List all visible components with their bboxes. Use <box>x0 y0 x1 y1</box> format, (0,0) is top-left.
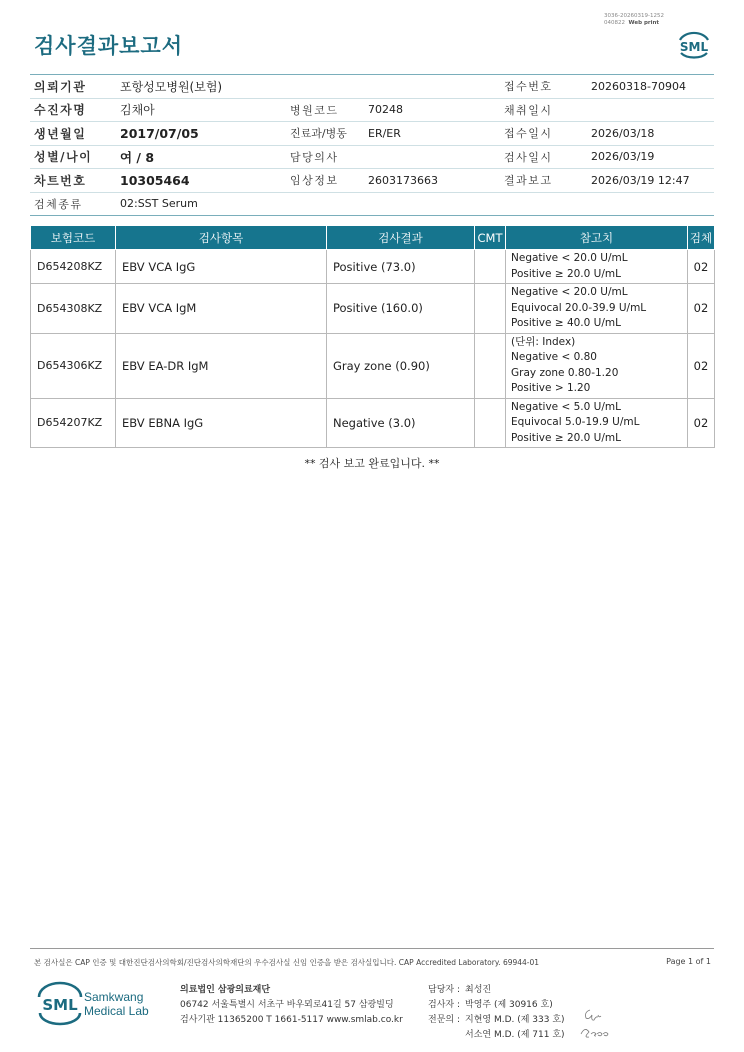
cell-result: Positive (73.0) <box>327 250 475 284</box>
org-address: 06742 서울특별시 서초구 바우뫼로41길 57 삼광빌딩 <box>180 1000 394 1010</box>
value-requesting-org: 포항성모병원(보험) <box>114 75 498 99</box>
value-specimen-type: 02:SST Serum <box>114 192 714 216</box>
info-row <box>30 75 714 99</box>
value-birth-date: 2017/07/05 <box>114 122 284 146</box>
staff-role: 담당자 : <box>428 985 460 995</box>
value-receipt-date: 2026/03/18 <box>585 122 714 146</box>
footer-divider <box>30 948 714 949</box>
staff-role: 검사자 : <box>428 1000 460 1010</box>
cell-item: EBV EBNA IgG <box>116 398 327 448</box>
staff-name: 최성진 <box>465 985 492 995</box>
org-name: 의료법인 삼광의료재단 <box>180 985 271 995</box>
sml-logo-icon <box>674 27 714 61</box>
value-collection-date <box>585 98 714 122</box>
cell-specimen: 02 <box>688 250 715 284</box>
reference-line: Positive ≥ 40.0 U/mL <box>511 317 621 329</box>
label-clinical-info: 임상정보 <box>284 169 362 193</box>
col-test-item: 검사항목 <box>116 226 327 250</box>
staff-name: 박영주 (제 30916 호) <box>465 1000 553 1010</box>
label-chart-no: 차트번호 <box>30 169 114 193</box>
reference-line: Equivocal 20.0-39.9 U/mL <box>511 301 647 314</box>
report-complete-note: ** 검사 보고 완료입니다. ** <box>304 457 440 470</box>
cell-code: D654207KZ <box>31 398 116 448</box>
label-specimen-type: 검체종류 <box>30 192 114 216</box>
staff-role: 전문의 : <box>428 1015 460 1025</box>
staff-row <box>428 998 565 1013</box>
reference-line: Equivocal 5.0-19.9 U/mL <box>511 416 640 428</box>
reference-line: Negative < 0.80 <box>511 351 597 363</box>
value-hospital-code: 70248 <box>362 98 498 122</box>
cell-reference <box>506 250 688 284</box>
label-patient-name: 수진자명 <box>30 98 114 122</box>
reference-line: Negative < 20.0 U/mL <box>511 286 628 298</box>
reference-line: (단위: Index) <box>511 335 576 348</box>
sml-logo-text: SML <box>679 40 709 54</box>
signature-icon <box>578 1006 612 1042</box>
cell-result: Gray zone (0.90) <box>327 333 475 398</box>
cell-item: EBV EA-DR IgM <box>116 333 327 398</box>
value-doctor <box>362 145 498 169</box>
staff-name: 서소연 M.D. (제 711 호) <box>465 1030 565 1040</box>
staff-list <box>428 983 565 1043</box>
cell-result: Positive (160.0) <box>327 284 475 334</box>
label-department: 진료과/병동 <box>284 122 362 146</box>
samkwang-logo-icon <box>36 980 156 1026</box>
results-header-row <box>31 226 715 250</box>
table-row <box>31 250 715 284</box>
value-department: ER/ER <box>362 122 498 146</box>
patient-info-table <box>30 74 714 216</box>
reference-line: Positive ≥ 20.0 U/mL <box>511 267 621 280</box>
info-row <box>30 192 714 216</box>
staff-row <box>428 983 565 998</box>
cell-specimen: 02 <box>688 398 715 448</box>
meta-id: 3036-20260319-1252 <box>604 13 664 19</box>
reference-line: Gray zone 0.80-1.20 <box>511 366 619 379</box>
col-test-result: 검사결과 <box>327 226 475 250</box>
table-row <box>31 333 715 398</box>
cell-code: D654208KZ <box>31 250 116 284</box>
value-sex-age: 여 / 8 <box>114 145 284 169</box>
label-report-date: 결과보고 <box>498 169 585 193</box>
value-patient-name: 김채아 <box>114 98 284 122</box>
meta-web-print: Web print <box>628 20 660 26</box>
cell-item: EBV VCA IgM <box>116 284 327 334</box>
col-insurance-code: 보험코드 <box>31 226 116 250</box>
reference-line: Positive ≥ 20.0 U/mL <box>511 431 621 444</box>
label-sex-age: 성별/나이 <box>30 145 114 169</box>
cell-item: EBV VCA IgG <box>116 250 327 284</box>
cell-code: D654306KZ <box>31 333 116 398</box>
info-row <box>30 145 714 169</box>
cell-specimen: 02 <box>688 284 715 334</box>
cell-reference <box>506 398 688 448</box>
brand-line-2: Medical Lab <box>84 1004 149 1018</box>
label-requesting-org: 의뢰기관 <box>30 75 114 99</box>
reference-line: Negative < 20.0 U/mL <box>511 252 628 264</box>
cap-accreditation-note: 본 검사실은 CAP 인증 및 대한진단검사의학회/진단검사의학재단의 우수검사실 신임 인증을 받은 검사실입니다. CAP Accredited Laboratory. 69944-01 <box>34 958 540 967</box>
report-title: 검사결과보고서 <box>34 34 184 58</box>
cell-result: Negative (3.0) <box>327 398 475 448</box>
print-meta <box>604 13 664 27</box>
brand-line-1: Samkwang <box>84 990 144 1004</box>
table-row <box>31 398 715 448</box>
label-collection-date: 채취일시 <box>498 98 585 122</box>
value-chart-no: 10305464 <box>114 169 284 193</box>
results-table <box>30 225 715 448</box>
cell-cmt <box>475 333 506 398</box>
label-test-date: 검사일시 <box>498 145 585 169</box>
org-contact: 검사기관 11365200 T 1661-5117 www.smlab.co.kr <box>180 1015 403 1025</box>
reference-line: Positive > 1.20 <box>511 382 591 394</box>
reference-line: Negative < 5.0 U/mL <box>511 400 621 413</box>
page-number: Page 1 of 1 <box>666 957 711 966</box>
cell-cmt <box>475 250 506 284</box>
label-doctor: 담당의사 <box>284 145 362 169</box>
footer-logo-text: SML <box>42 996 78 1014</box>
info-row <box>30 98 714 122</box>
value-report-date: 2026/03/19 12:47 <box>585 169 714 193</box>
cell-specimen: 02 <box>688 333 715 398</box>
value-receipt-no: 20260318-70904 <box>585 75 714 99</box>
cell-reference <box>506 284 688 334</box>
cell-cmt <box>475 284 506 334</box>
col-cmt: CMT <box>475 226 506 250</box>
value-clinical-info: 2603173663 <box>362 169 498 193</box>
organization-info <box>180 983 403 1028</box>
staff-name: 지현영 M.D. (제 333 호) <box>465 1015 565 1025</box>
col-specimen: 검체 <box>688 226 715 250</box>
staff-row <box>428 1028 565 1043</box>
label-receipt-no: 접수번호 <box>498 75 585 99</box>
info-row <box>30 122 714 146</box>
label-receipt-date: 접수일시 <box>498 122 585 146</box>
meta-code: 040822 <box>604 20 625 26</box>
cell-code: D654308KZ <box>31 284 116 334</box>
info-row <box>30 169 714 193</box>
cell-reference <box>506 333 688 398</box>
staff-row <box>428 1013 565 1028</box>
staff-role <box>428 1028 465 1043</box>
cell-cmt <box>475 398 506 448</box>
label-hospital-code: 병원코드 <box>284 98 362 122</box>
label-birth-date: 생년월일 <box>30 122 114 146</box>
value-test-date: 2026/03/19 <box>585 145 714 169</box>
col-reference: 참고치 <box>506 226 688 250</box>
table-row <box>31 284 715 334</box>
